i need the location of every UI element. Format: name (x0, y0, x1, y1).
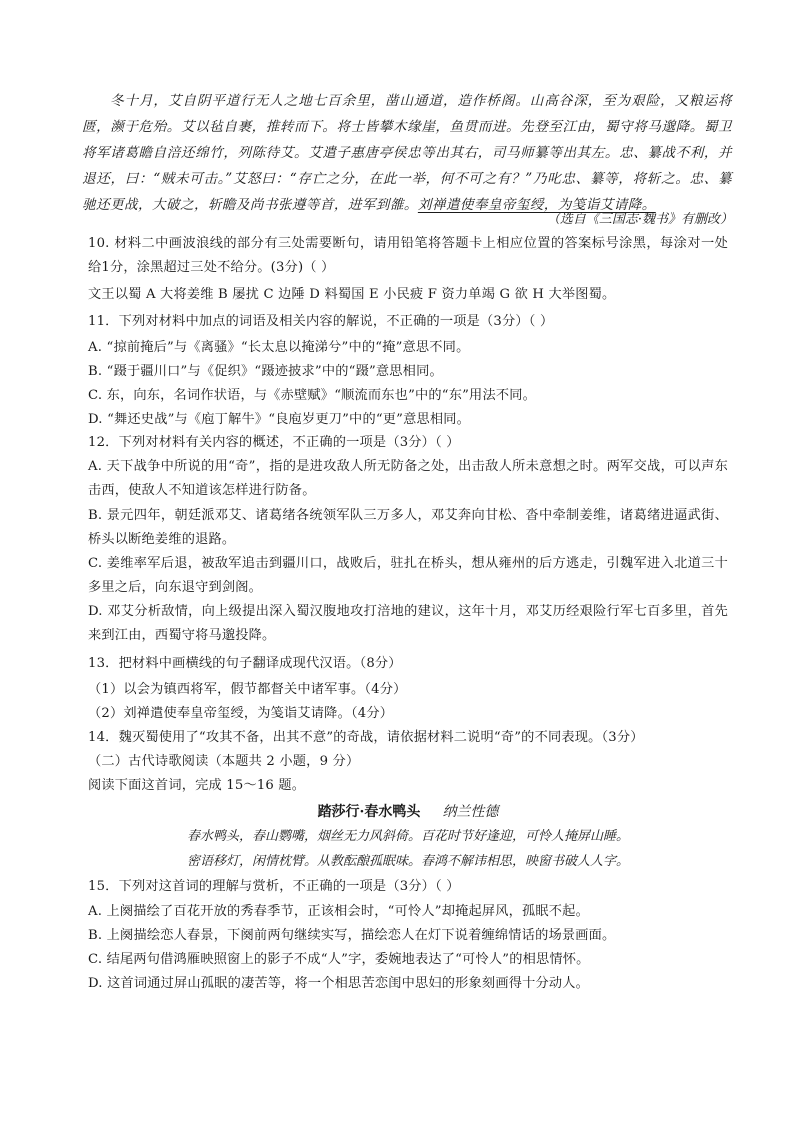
question-15-option-a: A. 上阕描绘了百花开放的秀春季节，正该相会时，“可怜人”却掩起屏风，孤眠不起。 (88, 904, 589, 919)
question-11-option-b: B. “蹑于疆川口”与《促织》“蹑迹披求”中的“蹑”意思相同。 (88, 364, 443, 379)
question-15-stem: 15．下列对这首词的理解与赏析，不正确的一项是（3分）（ ） (88, 879, 460, 894)
question-11-stem: 11．下列对材料中加点的词语及相关内容的解说，不正确的一项是（3分）（ ） (88, 314, 554, 329)
question-13-item-2: （2）刘禅遣使奉皇帝玺绶，为笺诣艾请降。（4分） (88, 706, 394, 721)
passage-source: （选自《三国志·魏书》有删改） (546, 212, 733, 227)
section-2-instruction: 阅读下面这首词，完成 15～16 题。 (88, 778, 306, 793)
passage-text: 冬十月，艾自阴平道行无人之地七百余里，凿山通道，造作桥阁。山高谷深，至为艰险，又粮运将匮，濒于危殆。艾以毡自裹，推转而下。将士皆攀木缘崖，鱼贯而进。先登至江由，蜀守将马邈降。蜀卫将军诸葛瞻自涪还绵竹，列陈待艾。艾遣子惠唐亭侯忠等出其右，司马师纂等出其左。忠、纂战不利，并退还，曰：“贼未可击。”艾怒曰：“存亡之分，在此一举，何不可之有？”乃叱忠、纂等，将斩之。忠、纂驰还更战，大破之，斩瞻及尚书张遵等首，进军到雒。 (82, 93, 732, 213)
question-14: 14．魏灭蜀使用了“攻其不备，出其不意”的奇战，请依据材料二说明“奇”的不同表现。（3分） (88, 730, 644, 745)
question-11-option-a: A. “掠前掩后”与《离骚》“长太息以掩涕兮”中的“掩”意思不同。 (88, 340, 470, 355)
section-2-title: （二）古代诗歌阅读（本题共 2 小题，9 分） (88, 754, 360, 769)
question-15-option-d: D. 这首词通过屏山孤眠的凄苦等，将一个相思苦恋闺中思妇的形象刻画得十分动人。 (88, 976, 590, 991)
poem-line-1: 春水鸭头，春山鹦嘴，烟丝无力风斜倚。百花时节好逢迎，可怜人掩屏山睡。 (186, 829, 629, 844)
question-10-sentence: 文王以蜀 A 大将姜维 B 屡扰 C 边陲 D 料蜀国 E 小民疲 F 资力单竭 G 欲 H 大举图蜀。 (88, 287, 616, 302)
question-12-option-d: D. 邓艾分析敌情，向上级提出深入蜀汉腹地攻打涪地的建议，这年十月，邓艾历经艰险行军七百多里，首先来到江由，西蜀守将马邈投降。 (88, 604, 728, 643)
poem-author: 纳兰性德 (442, 804, 499, 820)
question-11-option-c: C. 东，向东，名词作状语，与《赤壁赋》“顺流而东也”中的“东”用法不同。 (88, 388, 536, 403)
question-11-option-d: D. “舞还史战”与《庖丁解牛》“良庖岁更刀”中的“更”意思相同。 (88, 412, 471, 427)
poem-title: 踏莎行·春水鸭头 (317, 804, 421, 820)
poem-line-2: 密语移灯，闲情枕臂。从教酝酿孤眠味。春鸿不解讳相思，映窗书破人人字。 (186, 854, 629, 869)
question-15-option-c: C. 结尾两句借鸿雁映照窗上的影子不成“人”字，委婉地表达了“可怜人”的相思情怀。 (88, 952, 590, 967)
question-12-option-c: C. 姜维率军后退，被敌军追击到疆川口，战败后，驻扎在桥头，想从雍州的后方逃走，引魏军进入北道三十多里之后，向东退守到剑阁。 (88, 556, 728, 595)
question-15-option-b: B. 上阕描绘恋人春景，下阕前两句继续实写，描绘恋人在灯下说着缠绵情话的场景画面。 (88, 928, 616, 943)
poem-heading (88, 801, 728, 823)
question-12-stem: 12．下列对材料有关内容的概述，不正确的一项是（3分）（ ） (88, 435, 460, 450)
passage-underlined-sentence: 刘禅遣使奉皇帝玺绶，为笺诣艾请降。 (417, 197, 656, 213)
question-10-stem: 10. 材料二中画波浪线的部分有三处需要断句，请用铅笔将答题卡上相应位置的答案标号涂黑，每涂对一处给1分，涂黑超过三处不给分。(3分)（ ） (88, 236, 728, 275)
question-13-stem: 13．把材料中画横线的句子翻译成现代汉语。（8分） (88, 656, 402, 671)
question-12-option-a: A. 天下战争中所说的用“奇”，指的是进攻敌人所无防备之处，出击敌人所未意想之时。两军交战，可以声东击西，使敌人不知道该怎样进行防备。 (88, 459, 728, 498)
question-13-item-1: （1）以会为镇西将军，假节都督关中诸军事。（4分） (88, 682, 407, 697)
classical-passage (82, 88, 732, 218)
question-12-option-b: B. 景元四年，朝廷派邓艾、诸葛绪各统领军队三万多人，邓艾奔向甘松、沓中牵制姜维，诸葛绪进逼武街、桥头以断绝姜维的退路。 (88, 508, 728, 547)
